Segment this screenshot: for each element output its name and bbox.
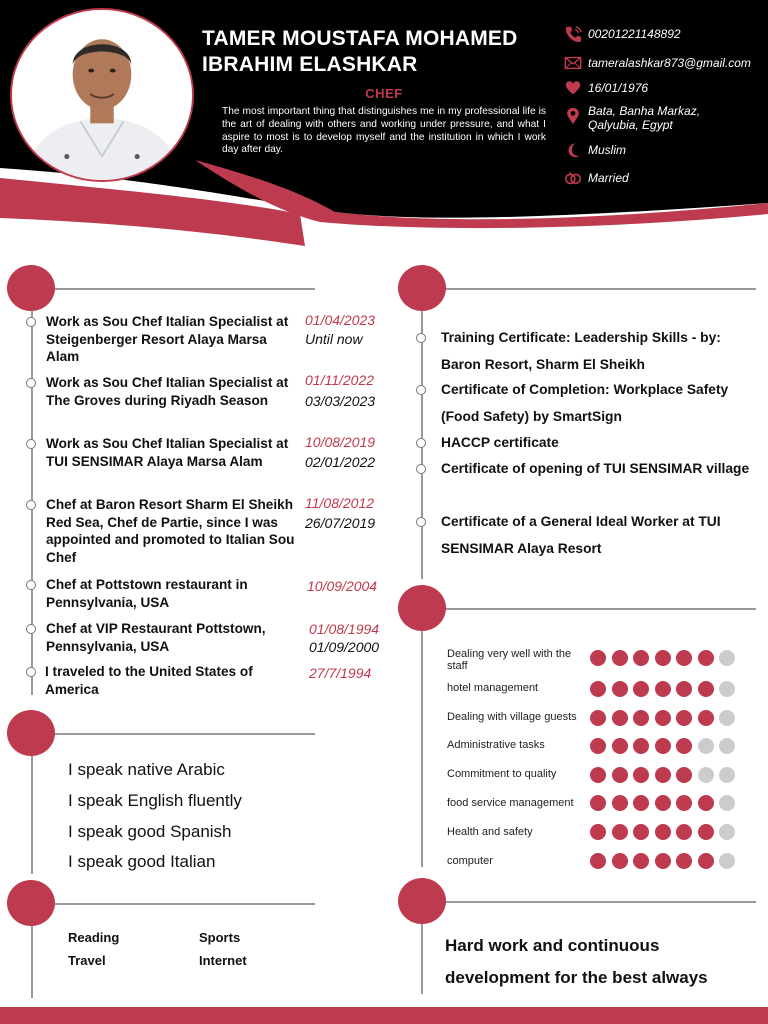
skill-dot-filled xyxy=(655,681,671,697)
skill-dot-filled xyxy=(633,681,649,697)
contact-phone-text[interactable]: 00201221148892 xyxy=(588,27,681,41)
skill-dot-filled xyxy=(633,853,649,869)
skill-label: computer xyxy=(447,855,493,867)
experience-item-title: Work as Sou Chef Italian Specialist at TUI SENSIMAR Alaya Marsa Alam xyxy=(46,436,289,469)
contact-address xyxy=(562,104,738,134)
skill-dot-filled xyxy=(676,824,692,840)
language-item: I speak good Spanish xyxy=(68,822,232,841)
skill-dot-filled xyxy=(590,853,606,869)
skill-dot-filled xyxy=(633,767,649,783)
experience-item-end-date: Until now xyxy=(305,331,363,347)
skill-dot-filled xyxy=(655,824,671,840)
motto-section-marker xyxy=(398,878,446,924)
skill-dot-empty xyxy=(719,767,735,783)
experience-bullet xyxy=(26,317,36,327)
profile-photo xyxy=(10,8,194,182)
experience-item-title: Chef at Baron Resort Sharm El Sheikh Red Sea, Chef de Partie, since I was appointed and promoted to Italian Sou Chef xyxy=(46,497,295,565)
contact-address-text: Bata, Banha Markaz, Qalyubia, Egypt xyxy=(588,104,701,132)
skill-dot-filled xyxy=(676,681,692,697)
skill-dot-filled xyxy=(676,650,692,666)
skill-dot-empty xyxy=(719,681,735,697)
experience-item-end-date: 02/01/2022 xyxy=(305,454,376,470)
experience-item-title: Chef at Pottstown restaurant in Pennsylvania, USA xyxy=(46,577,248,610)
skill-dot-filled xyxy=(590,795,606,811)
experience-item-title: Chef at VIP Restaurant Pottstown, Pennsylvania, USA xyxy=(46,621,266,654)
certificate-item: HACCP certificate xyxy=(441,435,559,450)
skill-dot-filled xyxy=(633,824,649,840)
skill-label: Commitment to quality xyxy=(447,768,557,780)
skill-dot-filled xyxy=(590,681,606,697)
skill-dot-filled xyxy=(590,738,606,754)
skill-label: Dealing with village guests xyxy=(447,711,577,723)
experience-item-title: I traveled to the United States of America xyxy=(45,664,253,697)
skill-dot-filled xyxy=(612,738,628,754)
languages-header-line xyxy=(55,733,315,735)
skill-dot-filled xyxy=(612,824,628,840)
skill-dot-filled xyxy=(590,710,606,726)
hobby-item: Sports xyxy=(199,930,241,945)
languages-timeline xyxy=(31,756,33,874)
skill-dot-filled xyxy=(633,710,649,726)
skill-dot-filled xyxy=(655,710,671,726)
experience-item-title: Work as Sou Chef Italian Specialist at The Groves during Riyadh Season xyxy=(46,375,289,408)
experience-item-end-date: 26/07/2019 xyxy=(305,515,376,531)
language-item: I speak English fluently xyxy=(68,791,242,810)
certificate-item: Certificate of opening of TUI SENSIMAR village xyxy=(441,461,750,476)
phone-icon xyxy=(562,25,584,43)
experience-item-start-date: 27/7/1994 xyxy=(309,665,372,681)
skill-dot-filled xyxy=(698,710,714,726)
contact-email-text[interactable]: tameralashkar873@gmail.com xyxy=(588,56,751,70)
rings-icon xyxy=(562,169,584,187)
skill-dot-filled xyxy=(590,650,606,666)
skill-dot-filled xyxy=(612,710,628,726)
skill-dot-filled xyxy=(590,824,606,840)
skill-dot-filled xyxy=(676,853,692,869)
motto-text: Hard work and continuous development for the best always xyxy=(445,936,708,987)
full-name: TAMER MOUSTAFA MOHAMED IBRAHIM ELASHKAR xyxy=(202,27,518,76)
skill-dot-filled xyxy=(633,795,649,811)
skill-label: Administrative tasks xyxy=(447,739,545,751)
experience-item-title: Work as Sou Chef Italian Specialist at Steigenberger Resort Alaya Marsa Alam xyxy=(46,314,289,364)
hobby-item: Reading xyxy=(68,930,120,945)
skill-dot-filled xyxy=(676,710,692,726)
experience-bullet xyxy=(26,439,36,449)
skill-dot-filled xyxy=(612,767,628,783)
experience-bullet xyxy=(26,378,36,388)
skill-label: Dealing very well with the staff xyxy=(447,648,572,672)
hobby-item: Internet xyxy=(199,953,247,968)
experience-item-start-date: 01/04/2023 xyxy=(305,312,376,328)
skill-dot-empty xyxy=(719,853,735,869)
certificate-bullet xyxy=(416,517,426,527)
contact-religion xyxy=(562,140,626,160)
experience-section-marker xyxy=(7,265,55,311)
certificates-header-line xyxy=(446,288,756,290)
skill-dot-filled xyxy=(676,767,692,783)
experience-bullet xyxy=(26,667,36,677)
skill-dot-filled xyxy=(655,738,671,754)
certificate-item: Certificate of a General Ideal Worker at TUI SENSIMAR Alaya Resort xyxy=(441,514,721,556)
experience-item-start-date: 10/08/2019 xyxy=(305,434,376,450)
skill-label: Health and safety xyxy=(447,826,533,838)
languages-section-marker xyxy=(7,710,55,756)
language-item: I speak native Arabic xyxy=(68,760,225,779)
skill-dot-filled xyxy=(698,650,714,666)
contact-marital-status xyxy=(562,168,629,188)
crescent-moon-icon xyxy=(562,141,584,159)
skill-dot-empty xyxy=(719,650,735,666)
skill-dot-filled xyxy=(676,738,692,754)
experience-item-start-date: 10/09/2004 xyxy=(307,578,378,594)
experience-item-end-date: 03/03/2023 xyxy=(305,393,376,409)
skill-dot-filled xyxy=(612,650,628,666)
skill-dot-filled xyxy=(612,853,628,869)
heart-icon xyxy=(562,79,584,97)
hobbies-header-line xyxy=(55,903,315,905)
language-item: I speak good Italian xyxy=(68,852,216,871)
skill-dot-empty xyxy=(698,738,714,754)
skill-dot-filled xyxy=(655,767,671,783)
email-icon xyxy=(562,54,584,72)
skill-label: food service management xyxy=(447,797,574,809)
contact-birthdate xyxy=(562,78,648,98)
certificate-bullet xyxy=(416,464,426,474)
experience-item-start-date: 11/08/2012 xyxy=(305,495,375,511)
certificate-bullet xyxy=(416,438,426,448)
skill-dot-filled xyxy=(698,795,714,811)
skills-section-marker xyxy=(398,585,446,631)
skill-dot-filled xyxy=(655,853,671,869)
skill-dot-filled xyxy=(655,795,671,811)
profile-summary: The most important thing that distinguishes me in my professional life is the art of dealing with others and working under pressure, and what I aspire to most is to develop myself and the institution in which I work day after day. xyxy=(222,106,546,156)
experience-item-start-date: 01/11/2022 xyxy=(305,372,375,388)
skill-dot-filled xyxy=(633,738,649,754)
footer-bar xyxy=(0,1007,768,1024)
experience-item-start-date: 01/08/1994 xyxy=(309,621,380,637)
certificate-item: Certificate of Completion: Workplace Safety (Food Safety) by SmartSign xyxy=(441,382,729,424)
skill-dot-filled xyxy=(676,795,692,811)
skill-dot-filled xyxy=(698,853,714,869)
job-title: CHEF xyxy=(365,86,403,101)
contact-birthdate-text: 16/01/1976 xyxy=(588,81,649,95)
skill-dot-filled xyxy=(612,681,628,697)
skill-dot-filled xyxy=(633,650,649,666)
skill-label: hotel management xyxy=(447,682,539,694)
experience-bullet xyxy=(26,580,36,590)
contact-religion-text: Muslim xyxy=(588,143,626,157)
certificate-bullet xyxy=(416,385,426,395)
skill-dot-empty xyxy=(719,710,735,726)
skill-dot-filled xyxy=(655,650,671,666)
contact-email xyxy=(562,53,751,73)
certificate-bullet xyxy=(416,333,426,343)
experience-bullet xyxy=(26,624,36,634)
skill-dot-filled xyxy=(590,767,606,783)
skill-dot-empty xyxy=(719,795,735,811)
motto-timeline xyxy=(421,924,423,994)
hobbies-section-marker xyxy=(7,880,55,926)
hobbies-timeline xyxy=(31,926,33,998)
contact-marital-status-text: Married xyxy=(588,171,629,185)
motto-header-line xyxy=(446,901,756,903)
certificates-section-marker xyxy=(398,265,446,311)
experience-header-line xyxy=(55,288,315,290)
skill-dot-filled xyxy=(698,824,714,840)
experience-item-end-date: 01/09/2000 xyxy=(309,639,380,655)
experience-bullet xyxy=(26,500,36,510)
contact-phone xyxy=(562,24,681,44)
skill-dot-empty xyxy=(719,824,735,840)
skill-dot-empty xyxy=(698,767,714,783)
location-pin-icon xyxy=(562,107,584,125)
certificate-item: Training Certificate: Leadership Skills - by: Baron Resort, Sharm El Sheikh xyxy=(441,330,721,372)
hobby-item: Travel xyxy=(68,953,106,968)
skill-dot-filled xyxy=(698,681,714,697)
skill-dot-empty xyxy=(719,738,735,754)
skills-header-line xyxy=(446,608,756,610)
skill-dot-filled xyxy=(612,795,628,811)
skills-timeline xyxy=(421,631,423,867)
